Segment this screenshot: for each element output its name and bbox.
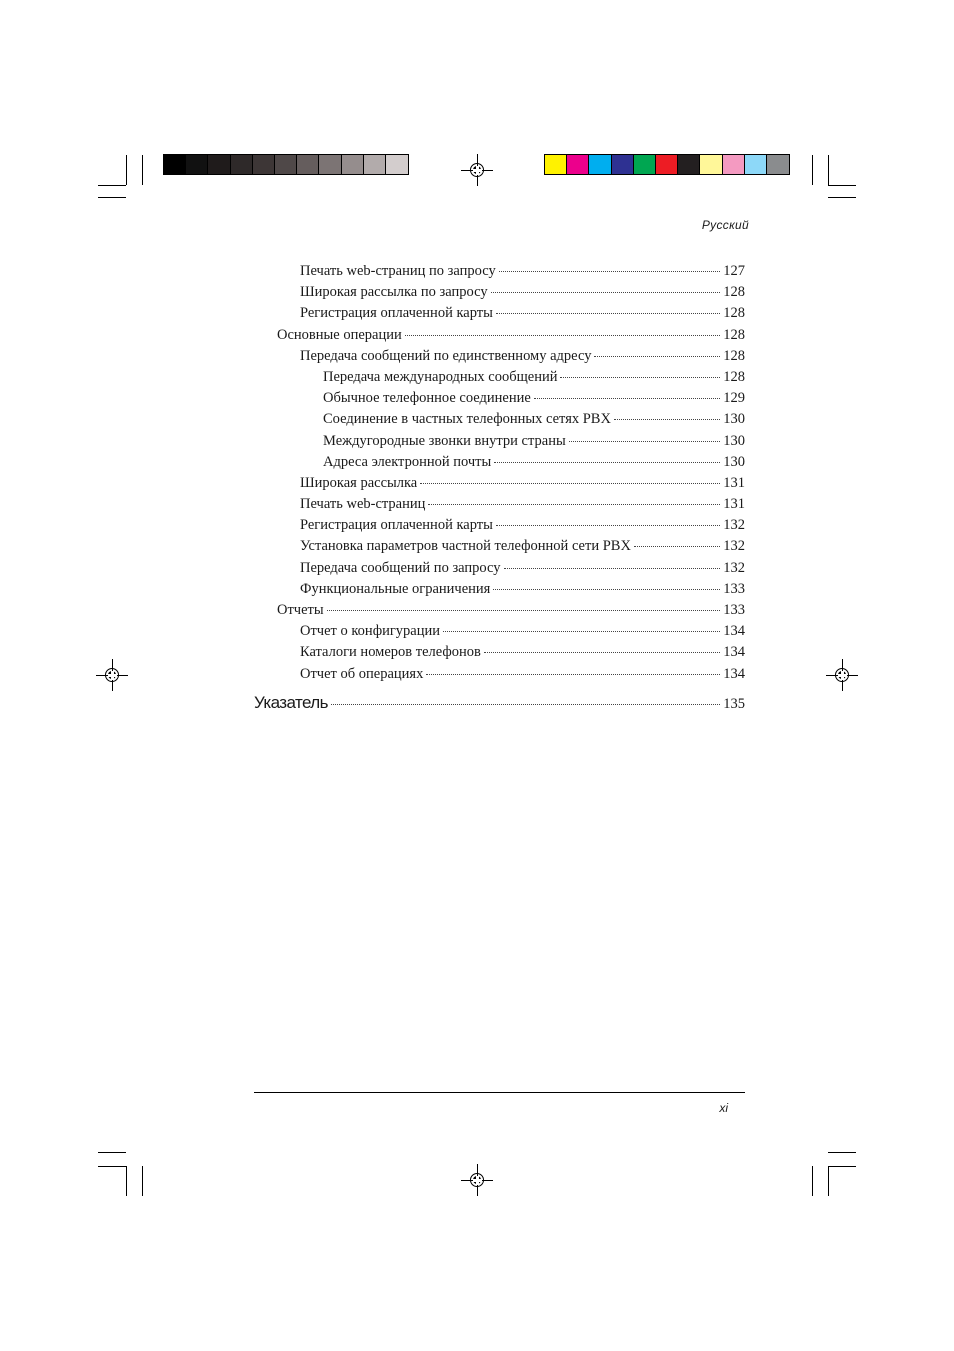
toc-entry-title: Функциональные ограничения xyxy=(300,580,491,597)
dot-leader xyxy=(484,651,720,653)
toc-entry-page: 128 xyxy=(723,305,745,322)
gray-swatch xyxy=(164,155,186,174)
gray-swatch xyxy=(275,155,297,174)
registration-target-icon xyxy=(467,160,487,180)
dot-leader xyxy=(426,673,720,675)
color-swatch xyxy=(745,155,767,174)
color-swatch xyxy=(678,155,700,174)
color-swatch xyxy=(545,155,567,174)
toc-entry[interactable] xyxy=(254,369,745,390)
toc-entry-page: 128 xyxy=(723,284,745,301)
toc-entry-page: 132 xyxy=(723,559,745,576)
crop-mark xyxy=(98,1166,126,1167)
toc-entry-title: Отчет о конфигурации xyxy=(300,623,441,640)
toc-entry[interactable] xyxy=(254,666,745,687)
crop-mark xyxy=(98,1152,126,1153)
toc-entry-page: 135 xyxy=(723,695,745,712)
toc-entry-title: Печать web-страниц по запросу xyxy=(300,263,496,279)
dot-leader xyxy=(331,703,720,705)
dot-leader xyxy=(327,609,721,611)
toc-entry-page: 134 xyxy=(723,665,745,682)
color-swatch xyxy=(767,155,789,174)
crop-mark xyxy=(126,1166,127,1196)
crop-mark xyxy=(828,155,829,185)
toc-entry[interactable] xyxy=(254,433,745,454)
toc-entry-page: 127 xyxy=(723,263,745,279)
toc-entry-title: Обычное телефонное соединение xyxy=(323,390,531,407)
toc-entry-title: Указатель xyxy=(254,692,328,712)
toc-entry-page: 133 xyxy=(723,602,745,618)
toc-entry-title: Широкая рассылка по запросу xyxy=(300,284,488,301)
toc-entry-title: Регистрация оплаченной карты xyxy=(300,517,493,534)
dot-leader xyxy=(634,545,720,547)
toc-entry-page: 130 xyxy=(723,453,745,470)
dot-leader xyxy=(594,355,720,357)
footer-rule xyxy=(254,1092,745,1093)
toc-entry[interactable] xyxy=(254,644,745,665)
crop-mark xyxy=(828,1166,856,1167)
gray-swatch xyxy=(186,155,208,174)
color-swatch xyxy=(634,155,656,174)
gray-swatch xyxy=(364,155,386,174)
color-swatch xyxy=(567,155,589,174)
toc-entry[interactable] xyxy=(254,390,745,411)
dot-leader xyxy=(614,418,720,420)
toc-index-entry[interactable] xyxy=(254,693,745,721)
toc-entry[interactable] xyxy=(254,623,745,644)
toc-entry-title: Передача сообщений по запросу xyxy=(300,559,501,576)
crop-mark xyxy=(142,1166,143,1196)
crop-mark xyxy=(828,197,856,198)
crop-mark xyxy=(812,155,813,185)
toc-entry[interactable] xyxy=(254,263,745,284)
gray-swatch xyxy=(319,155,341,174)
registration-target-icon xyxy=(467,1170,487,1190)
gray-swatch xyxy=(297,155,319,174)
dot-leader xyxy=(504,567,721,569)
crop-mark xyxy=(98,185,126,186)
dot-leader xyxy=(491,291,721,293)
table-of-contents xyxy=(254,263,745,721)
dot-leader xyxy=(494,461,720,463)
toc-entry[interactable] xyxy=(254,454,745,475)
color-swatch xyxy=(700,155,722,174)
toc-entry[interactable] xyxy=(254,496,745,517)
toc-entry-title: Отчеты xyxy=(277,602,324,618)
color-bar xyxy=(544,154,790,175)
crop-mark xyxy=(126,155,127,185)
color-swatch xyxy=(612,155,634,174)
dot-leader xyxy=(569,440,721,442)
toc-entry[interactable] xyxy=(254,602,745,623)
toc-entry-title: Печать web-страниц xyxy=(300,496,426,513)
dot-leader xyxy=(496,524,720,526)
toc-entry-page: 131 xyxy=(723,474,745,491)
dot-leader xyxy=(493,588,720,590)
toc-entry-page: 128 xyxy=(723,326,745,343)
registration-target-icon xyxy=(832,665,852,685)
toc-entry-title: Широкая рассылка xyxy=(300,474,418,491)
gray-swatch xyxy=(253,155,275,174)
color-swatch xyxy=(656,155,678,174)
crop-mark xyxy=(828,1152,856,1153)
toc-entry[interactable] xyxy=(254,411,745,432)
toc-entry-title: Адреса электронной почты xyxy=(323,453,492,470)
gray-swatch xyxy=(342,155,364,174)
dot-leader xyxy=(499,270,721,272)
toc-entry-title: Основные операции xyxy=(277,326,402,343)
toc-entry-page: 129 xyxy=(723,390,745,407)
running-header: Русский xyxy=(701,218,749,232)
gray-swatch xyxy=(231,155,253,174)
toc-entry-page: 130 xyxy=(723,432,745,449)
toc-entry-title: Соединение в частных телефонных сетях PBX xyxy=(323,411,611,428)
grayscale-bar xyxy=(163,154,409,175)
toc-entry[interactable] xyxy=(254,284,745,305)
registration-target-icon xyxy=(102,665,122,685)
crop-mark xyxy=(142,155,143,185)
crop-mark xyxy=(812,1166,813,1196)
toc-entry-page: 134 xyxy=(723,623,745,640)
dot-leader xyxy=(443,630,720,632)
toc-entry-page: 132 xyxy=(723,517,745,534)
toc-entry-page: 130 xyxy=(723,411,745,428)
toc-entry-title: Установка параметров частной телефонной сети PBX xyxy=(300,538,631,555)
toc-entry-page: 128 xyxy=(723,347,745,364)
toc-entry-title: Передача сообщений по единственному адресу xyxy=(300,347,592,364)
toc-entry-page: 133 xyxy=(723,580,745,597)
toc-entry-page: 132 xyxy=(723,538,745,555)
toc-entry-title: Передача международных сообщений xyxy=(323,368,558,385)
toc-entry-page: 128 xyxy=(723,368,745,385)
crop-mark xyxy=(828,185,856,186)
toc-entry[interactable] xyxy=(254,581,745,602)
dot-leader xyxy=(534,397,720,399)
toc-entry-page: 134 xyxy=(723,644,745,661)
toc-entry-title: Отчет об операциях xyxy=(300,665,424,682)
toc-entry[interactable] xyxy=(254,348,745,369)
color-swatch xyxy=(723,155,745,174)
dot-leader xyxy=(405,334,721,336)
toc-entry[interactable] xyxy=(254,560,745,581)
gray-swatch xyxy=(208,155,230,174)
dot-leader xyxy=(560,376,720,378)
toc-entry[interactable] xyxy=(254,475,745,496)
toc-entry[interactable] xyxy=(254,305,745,326)
toc-entry[interactable] xyxy=(254,327,745,348)
dot-leader xyxy=(496,312,720,314)
toc-entry-title: Каталоги номеров телефонов xyxy=(300,644,481,661)
crop-mark xyxy=(98,197,126,198)
page-number: xi xyxy=(719,1101,728,1115)
color-swatch xyxy=(589,155,611,174)
dot-leader xyxy=(428,503,720,505)
toc-entry-page: 131 xyxy=(723,496,745,513)
toc-entry[interactable] xyxy=(254,538,745,559)
crop-mark xyxy=(828,1166,829,1196)
dot-leader xyxy=(420,482,720,484)
toc-entry-title: Регистрация оплаченной карты xyxy=(300,305,493,322)
toc-entry-title: Междугородные звонки внутри страны xyxy=(323,432,566,449)
gray-swatch xyxy=(386,155,408,174)
toc-entry[interactable] xyxy=(254,517,745,538)
